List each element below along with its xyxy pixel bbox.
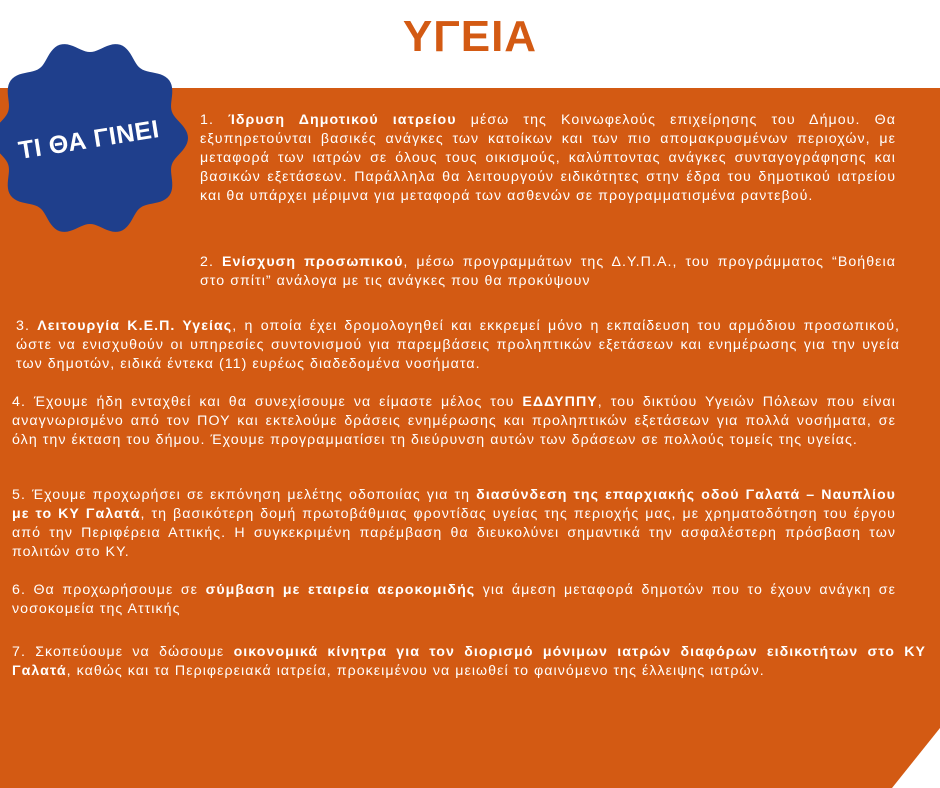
item-6 (12, 581, 896, 619)
item-5-highlight: διασύνδεση της επαρχιακής οδού Γαλατά – Ναυπλίου με το ΚΥ Γαλατά (12, 487, 896, 522)
item-7-prefix: 7. Σκοπεύουμε να δώσουμε (12, 644, 234, 660)
item-1-prefix: 1. (200, 112, 229, 128)
item-3 (16, 317, 900, 374)
item-6-prefix: 6. Θα προχωρήσουμε σε (12, 582, 206, 598)
item-7 (12, 643, 926, 681)
item-7-highlight: οικονομικά κίνητρα για τον διορισμό μόνιμων ιατρών διαφόρων ειδικοτήτων στο ΚΥ Γαλατά (12, 644, 926, 679)
item-2-highlight: Ενίσχυση προσωπικού (221, 254, 404, 270)
item-6-highlight: σύμβαση με εταιρεία αεροκομιδής (205, 582, 476, 598)
item-4-prefix: 4. Έχουμε ήδη ενταχθεί και θα συνεχίσουμε να είμαστε μέλος του (12, 394, 523, 410)
item-7-text: , καθώς και τα Περιφερειακά ιατρεία, προκειμένου να μειωθεί το φαινόμενο της έλλειψης ιατρών. (66, 663, 765, 679)
item-6-text: για άμεση μεταφορά δημοτών που το έχουν ανάγκη σε νοσοκομεία της Αττικής (12, 582, 896, 617)
item-4-highlight: ΕΔΔΥΠΠΥ (522, 394, 598, 410)
item-3-highlight: Λειτουργία Κ.Ε.Π. Υγείας (37, 318, 233, 334)
item-5-prefix: 5. Έχουμε προχωρήσει σε εκπόνηση μελέτης οδοποιίας για τη (12, 487, 477, 503)
item-3-prefix: 3. (16, 318, 38, 334)
item-4-text: , του δικτύου Υγειών Πόλεων που είναι αναγνωρισμένο από τον ΠΟΥ και εκτελούμε δράσεις ενημέρωσης και προληπτικών εξετάσεων για πολλά νοσήματα, σε όλη την έκταση του δήμου. Έχουμε προγραμματίσει τη διεύρυνση αυτών των δράσεων σε πολλούς τομείς της υγείας. (12, 394, 896, 448)
badge (0, 38, 190, 238)
page-title: ΥΓΕΙΑ (402, 12, 538, 61)
item-1-highlight: Ίδρυση Δημοτικού ιατρείου (228, 112, 457, 128)
item-4 (12, 393, 896, 450)
item-1 (200, 111, 896, 206)
item-3-text: , η οποία έχει δρομολογηθεί και εκκρεμεί μόνο η εκπαίδευση του αρμόδιου προσωπικού, ώστε να ενισχυθούν οι υπηρεσίες συντονισμού για παρεμβάσεις προληπτικών εξετάσεων και ενημέρωσης για την υγεία των δημοτών, ειδικά έντεκα (11) ευρέως διαδεδομένα νοσήματα. (16, 318, 900, 372)
item-2-prefix: 2. (200, 254, 222, 270)
item-2-text: , μέσω προγραμμάτων της Δ.Υ.Π.Α., του προγράμματος “Βοήθεια στο σπίτι” ανάλογα με τις ανάγκες που θα προκύψουν (200, 254, 896, 289)
item-1-text: μέσω της Κοινωφελούς επιχείρησης του Δήμου. Θα εξυπηρετούνται βασικές ανάγκες των κατοίκων και των πιο απομακρυσμένων περιοχών, με μεταφορά των ιατρών σε όλους τους οικισμούς, καλύπτοντας ανάγκες συνταγογράφησης και βασικών εξετάσεων. Παράλληλα θα λειτουργούν ειδικότητες στην έδρα του δημοτικού ιατρείου και θα υπάρχει μέριμνα για μεταφορά των ασθενών σε προγραμματισμένα ραντεβού. (200, 112, 896, 204)
corner-decoration (892, 728, 940, 788)
item-5-text: , τη βασικότερη δομή πρωτοβάθμιας φροντίδας υγείας της περιοχής μας, με χρηματοδότηση του έργου από την Περιφέρεια Αττικής. Η συγκεκριμένη παρέμβαση θα διευκολύνει σημαντικά την ασφαλέστερη πρόσβαση των πολιτών στο ΚΥ. (12, 506, 896, 560)
badge-label: ΤΙ ΘΑ ΓΙΝΕΙ (16, 115, 162, 165)
item-2 (200, 253, 896, 291)
item-5 (12, 486, 896, 562)
